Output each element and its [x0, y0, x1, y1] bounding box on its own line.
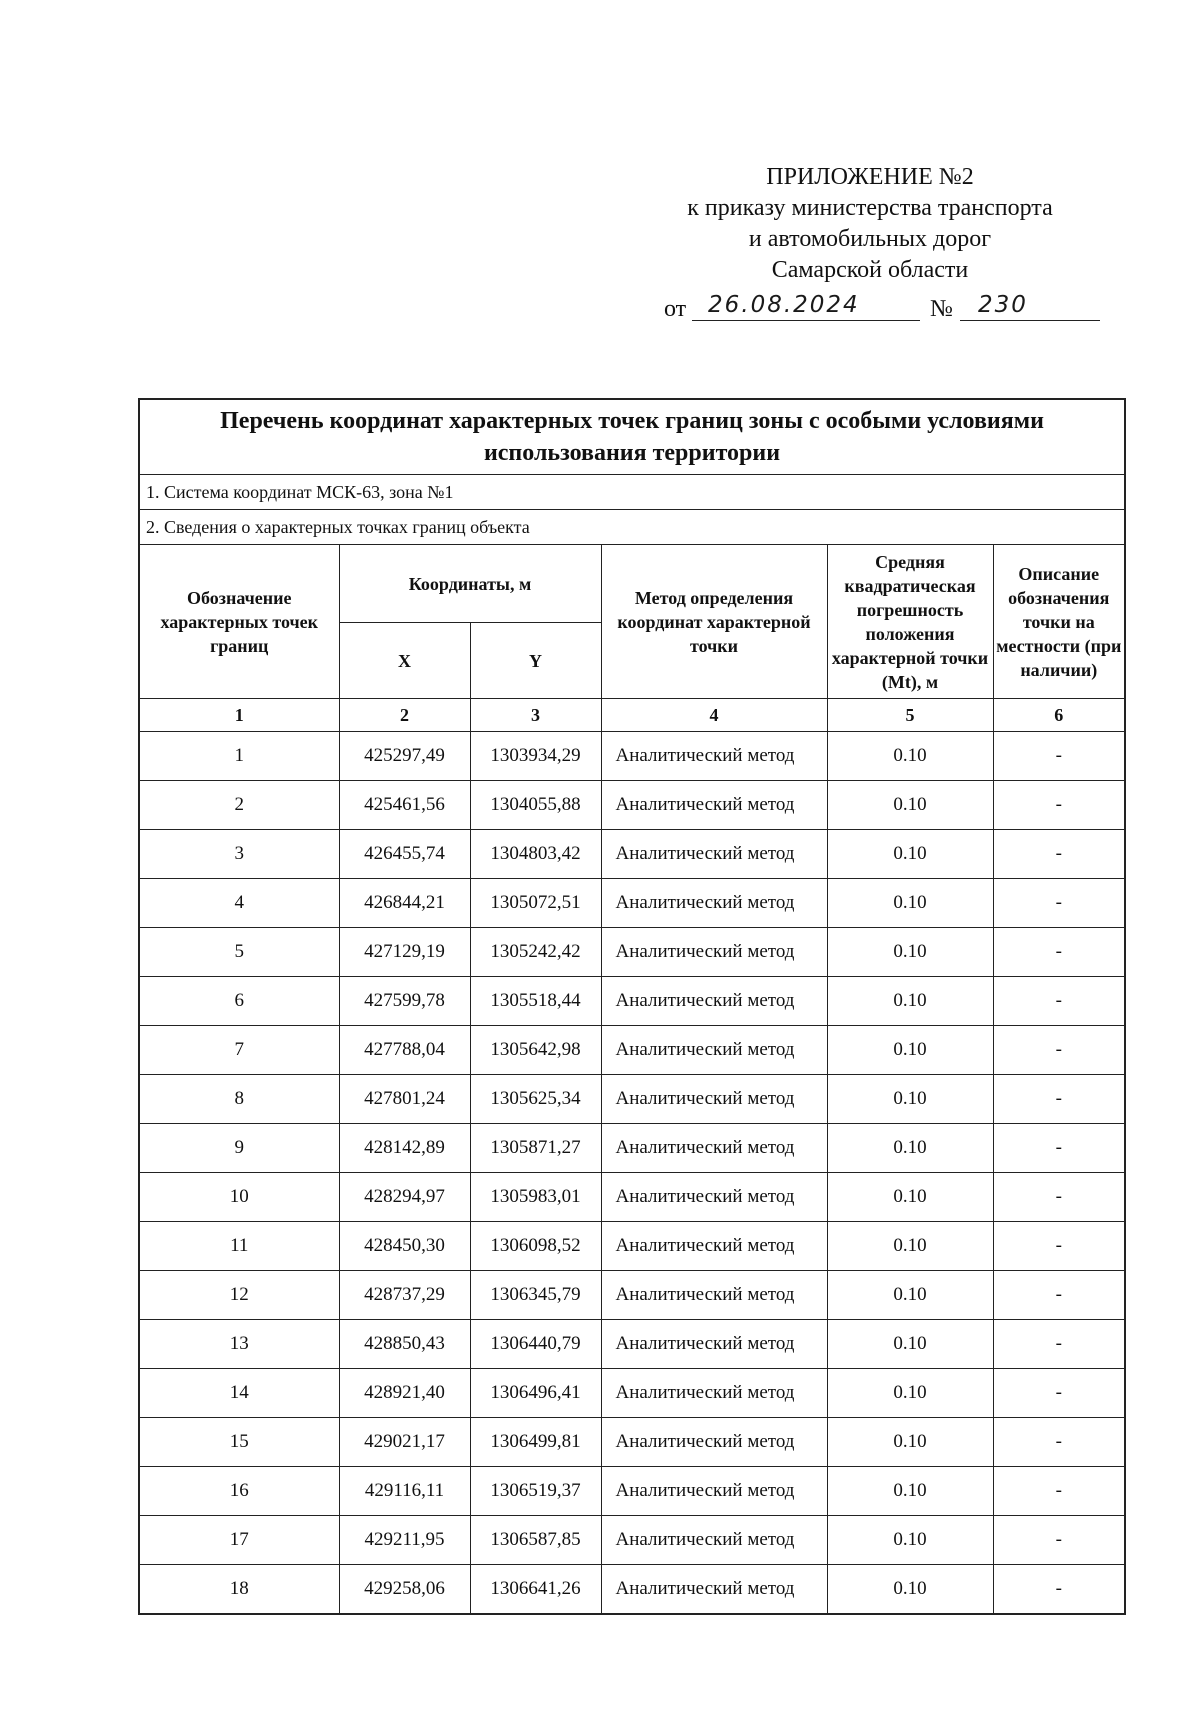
coordinate-system: 1. Система координат МСК-63, зона №1	[139, 475, 1125, 510]
mean-error-cell: 0.10	[827, 1075, 993, 1124]
mean-error-cell: 0.10	[827, 928, 993, 977]
coord-y-cell: 1306098,52	[470, 1222, 601, 1271]
mean-error-cell: 0.10	[827, 1173, 993, 1222]
point-number-cell: 10	[139, 1173, 339, 1222]
table-row	[139, 1026, 1125, 1075]
coord-x-cell: 429211,95	[339, 1516, 470, 1565]
column-number-row	[139, 699, 1125, 732]
table-row	[139, 1320, 1125, 1369]
table-row	[139, 879, 1125, 928]
number-prefix: №	[930, 296, 953, 322]
coord-x-cell: 425297,49	[339, 732, 470, 781]
coord-x-cell: 427801,24	[339, 1075, 470, 1124]
description-cell: -	[993, 1173, 1125, 1222]
coord-y-cell: 1306345,79	[470, 1271, 601, 1320]
method-cell: Аналитический метод	[601, 1173, 827, 1222]
point-number-cell: 7	[139, 1026, 339, 1075]
table-title: Перечень координат характерных точек границ зоны с особыми условиями использования территории	[139, 399, 1125, 475]
description-cell: -	[993, 781, 1125, 830]
description-cell: -	[993, 1418, 1125, 1467]
header-point-designation: Обозначение характерных точек границ	[139, 545, 339, 699]
description-cell: -	[993, 1124, 1125, 1173]
method-cell: Аналитический метод	[601, 1320, 827, 1369]
mean-error-cell: 0.10	[827, 1320, 993, 1369]
description-cell: -	[993, 1075, 1125, 1124]
coord-x-cell: 428737,29	[339, 1271, 470, 1320]
table-row	[139, 1271, 1125, 1320]
method-cell: Аналитический метод	[601, 1418, 827, 1467]
description-cell: -	[993, 1320, 1125, 1369]
coord-x-cell: 428850,43	[339, 1320, 470, 1369]
method-cell: Аналитический метод	[601, 1516, 827, 1565]
header-description: Описание обозначения точки на местности (при наличии)	[993, 545, 1125, 699]
description-cell: -	[993, 977, 1125, 1026]
description-cell: -	[993, 1565, 1125, 1615]
point-number-cell: 1	[139, 732, 339, 781]
description-cell: -	[993, 830, 1125, 879]
coord-y-cell: 1305072,51	[470, 879, 601, 928]
mean-error-cell: 0.10	[827, 1565, 993, 1615]
point-number-cell: 11	[139, 1222, 339, 1271]
table-row	[139, 928, 1125, 977]
mean-error-cell: 0.10	[827, 1124, 993, 1173]
appendix-header	[640, 162, 1100, 286]
coord-y-cell: 1306641,26	[470, 1565, 601, 1615]
column-number: 6	[993, 699, 1125, 732]
coord-y-cell: 1305242,42	[470, 928, 601, 977]
mean-error-cell: 0.10	[827, 1026, 993, 1075]
coord-x-cell: 426844,21	[339, 879, 470, 928]
header-x: X	[339, 623, 470, 699]
mean-error-cell: 0.10	[827, 879, 993, 928]
mean-error-cell: 0.10	[827, 781, 993, 830]
method-cell: Аналитический метод	[601, 928, 827, 977]
date-prefix: от	[664, 296, 687, 322]
point-number-cell: 5	[139, 928, 339, 977]
coord-y-cell: 1303934,29	[470, 732, 601, 781]
column-number: 1	[139, 699, 339, 732]
handwritten-number: 230	[978, 292, 1028, 318]
coord-y-cell: 1305625,34	[470, 1075, 601, 1124]
coord-y-cell: 1306440,79	[470, 1320, 601, 1369]
description-cell: -	[993, 1026, 1125, 1075]
method-cell: Аналитический метод	[601, 1124, 827, 1173]
point-number-cell: 3	[139, 830, 339, 879]
header-coordinates: Координаты, м	[339, 545, 601, 623]
description-cell: -	[993, 732, 1125, 781]
point-number-cell: 12	[139, 1271, 339, 1320]
table-row	[139, 1124, 1125, 1173]
column-number: 3	[470, 699, 601, 732]
table-row	[139, 1418, 1125, 1467]
coord-y-cell: 1306587,85	[470, 1516, 601, 1565]
mean-error-cell: 0.10	[827, 830, 993, 879]
table-row	[139, 1075, 1125, 1124]
date-underline	[692, 320, 920, 321]
coordinates-table	[138, 398, 1126, 1615]
point-number-cell: 18	[139, 1565, 339, 1615]
point-number-cell: 14	[139, 1369, 339, 1418]
method-cell: Аналитический метод	[601, 1467, 827, 1516]
coord-y-cell: 1305983,01	[470, 1173, 601, 1222]
header-mean-error: Средняя квадратическая погрешность положения характерной точки (Mt), м	[827, 545, 993, 699]
mean-error-cell: 0.10	[827, 732, 993, 781]
coord-x-cell: 428921,40	[339, 1369, 470, 1418]
method-cell: Аналитический метод	[601, 879, 827, 928]
method-cell: Аналитический метод	[601, 1026, 827, 1075]
method-cell: Аналитический метод	[601, 1565, 827, 1615]
coord-y-cell: 1305871,27	[470, 1124, 601, 1173]
table-row	[139, 781, 1125, 830]
method-cell: Аналитический метод	[601, 1369, 827, 1418]
coord-x-cell: 428294,97	[339, 1173, 470, 1222]
coord-x-cell: 428450,30	[339, 1222, 470, 1271]
description-cell: -	[993, 879, 1125, 928]
mean-error-cell: 0.10	[827, 1271, 993, 1320]
header-method: Метод определения координат характерной точки	[601, 545, 827, 699]
point-number-cell: 9	[139, 1124, 339, 1173]
number-underline	[960, 320, 1100, 321]
mean-error-cell: 0.10	[827, 1516, 993, 1565]
description-cell: -	[993, 1271, 1125, 1320]
coord-x-cell: 427129,19	[339, 928, 470, 977]
method-cell: Аналитический метод	[601, 1222, 827, 1271]
section-title: 2. Сведения о характерных точках границ объекта	[139, 510, 1125, 545]
table-row	[139, 830, 1125, 879]
point-number-cell: 8	[139, 1075, 339, 1124]
appendix-line-1: к приказу министерства транспорта	[687, 195, 1053, 221]
mean-error-cell: 0.10	[827, 1418, 993, 1467]
table-row	[139, 977, 1125, 1026]
appendix-line-3: Самарской области	[771, 257, 969, 283]
description-cell: -	[993, 1516, 1125, 1565]
column-number: 5	[827, 699, 993, 732]
coord-y-cell: 1306519,37	[470, 1467, 601, 1516]
coord-y-cell: 1306499,81	[470, 1418, 601, 1467]
coord-y-cell: 1306496,41	[470, 1369, 601, 1418]
method-cell: Аналитический метод	[601, 1075, 827, 1124]
coord-x-cell: 425461,56	[339, 781, 470, 830]
point-number-cell: 6	[139, 977, 339, 1026]
point-number-cell: 2	[139, 781, 339, 830]
method-cell: Аналитический метод	[601, 732, 827, 781]
coord-y-cell: 1305642,98	[470, 1026, 601, 1075]
point-number-cell: 15	[139, 1418, 339, 1467]
appendix-line-2: и автомобильных дорог	[748, 226, 992, 252]
appendix-title: ПРИЛОЖЕНИЕ №2	[766, 164, 974, 190]
coord-y-cell: 1304803,42	[470, 830, 601, 879]
mean-error-cell: 0.10	[827, 1467, 993, 1516]
mean-error-cell: 0.10	[827, 1222, 993, 1271]
method-cell: Аналитический метод	[601, 977, 827, 1026]
description-cell: -	[993, 1369, 1125, 1418]
coord-x-cell: 429116,11	[339, 1467, 470, 1516]
table-row	[139, 1516, 1125, 1565]
coord-y-cell: 1305518,44	[470, 977, 601, 1026]
header-y: Y	[470, 623, 601, 699]
table-row	[139, 1565, 1125, 1615]
coord-x-cell: 428142,89	[339, 1124, 470, 1173]
point-number-cell: 13	[139, 1320, 339, 1369]
coord-y-cell: 1304055,88	[470, 781, 601, 830]
method-cell: Аналитический метод	[601, 781, 827, 830]
point-number-cell: 16	[139, 1467, 339, 1516]
column-number: 4	[601, 699, 827, 732]
table-row	[139, 1369, 1125, 1418]
description-cell: -	[993, 1467, 1125, 1516]
method-cell: Аналитический метод	[601, 1271, 827, 1320]
mean-error-cell: 0.10	[827, 977, 993, 1026]
description-cell: -	[993, 1222, 1125, 1271]
mean-error-cell: 0.10	[827, 1369, 993, 1418]
point-number-cell: 4	[139, 879, 339, 928]
description-cell: -	[993, 928, 1125, 977]
point-number-cell: 17	[139, 1516, 339, 1565]
table-row	[139, 1467, 1125, 1516]
coord-x-cell: 427788,04	[339, 1026, 470, 1075]
coord-x-cell: 429258,06	[339, 1565, 470, 1615]
handwritten-date: 26.08.2024	[708, 292, 860, 318]
coord-x-cell: 427599,78	[339, 977, 470, 1026]
coord-x-cell: 429021,17	[339, 1418, 470, 1467]
table-row	[139, 732, 1125, 781]
column-number: 2	[339, 699, 470, 732]
coord-x-cell: 426455,74	[339, 830, 470, 879]
table-row	[139, 1222, 1125, 1271]
order-date-number	[664, 292, 1104, 326]
method-cell: Аналитический метод	[601, 830, 827, 879]
table-row	[139, 1173, 1125, 1222]
